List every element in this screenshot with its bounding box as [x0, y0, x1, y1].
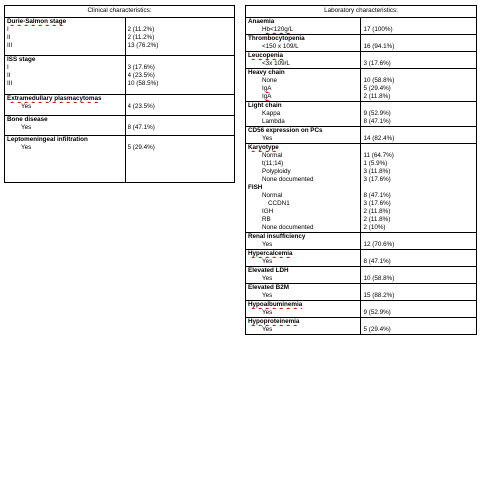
heavy-chain-value-2: 5 (29.4%) [363, 85, 391, 92]
heavy-chain-label-3: IgA [262, 93, 272, 100]
karyotype-value-3: 3 (11.8%) [363, 168, 391, 175]
cd56-value: 14 (82.4%) [363, 135, 395, 142]
hypoalbuminemia-title: Hypoalbuminemia [248, 301, 303, 308]
leptomeningeal-yes: Yes [21, 144, 32, 151]
anaemia-label: Hb<120g/L [262, 26, 293, 33]
cd56-title: CD56 expression on PCs [248, 127, 323, 134]
iss-stage-value-3: 10 (58.5%) [127, 80, 159, 87]
fish-label-1: Normal [262, 192, 283, 199]
ds-stage-label-3: III [7, 42, 13, 49]
iss-stage-title: ISS stage [7, 56, 36, 63]
iss-stage-row [5, 56, 235, 95]
fish-title: FISH [248, 184, 263, 191]
lab-header: Laboratory characteristics: [246, 6, 477, 18]
leptomeningeal-row [5, 136, 235, 183]
karyotype-value-1: 11 (64.7%) [363, 152, 394, 159]
hypoalbuminemia-value: 9 (52.9%) [363, 309, 391, 316]
clinical-characteristics-table [4, 5, 235, 183]
bone-disease-yes: Yes [21, 124, 32, 131]
light-chain-label-2: Lambda [262, 118, 285, 125]
thrombocytopenia-title: Thrombocytopenia [248, 35, 305, 42]
fish-value-2: 3 (17.6%) [363, 200, 391, 207]
ldh-yes: Yes [262, 275, 273, 282]
cd56-row [246, 127, 477, 144]
extramedullary-title: Extramedullary plasmacytomas [7, 95, 102, 102]
laboratory-characteristics-table [245, 5, 477, 335]
anaemia-value: 17 (100%) [363, 26, 393, 33]
leucopenia-row [246, 52, 477, 69]
heavy-chain-label-1: None [262, 77, 278, 84]
karyotype-label-2: t(11;14) [262, 160, 284, 167]
renal-title: Renal insufficiency [248, 233, 306, 240]
clinical-header-row [5, 6, 235, 18]
clinical-header: Clinical characteristics: [5, 6, 235, 18]
bone-disease-value: 8 (47.1%) [127, 124, 155, 131]
leucopenia-value: 3 (17.6%) [363, 60, 391, 67]
hypercalcemia-row [246, 250, 477, 267]
ldh-value: 10 (58.8%) [363, 275, 395, 282]
leucopenia-label: <3x 109/L [262, 60, 290, 67]
ds-stage-row [5, 18, 235, 56]
extramedullary-value: 4 (23.5%) [127, 103, 155, 110]
iss-stage-label-2: II [7, 72, 11, 79]
ds-stage-label-1: I [7, 26, 9, 33]
karyotype-title: Karyotype [248, 144, 279, 151]
thrombocytopenia-label: <150 x 109/L [262, 43, 299, 50]
heavy-chain-row [246, 69, 477, 102]
b2m-value: 15 (88.2%) [363, 292, 395, 299]
light-chain-title: Light chain [248, 102, 282, 109]
heavy-chain-title: Heavy chain [248, 69, 285, 76]
iss-stage-value-2: 4 (23.5%) [127, 72, 155, 79]
karyotype-value-4: 3 (17.6%) [363, 176, 391, 183]
extramedullary-yes: Yes [21, 103, 32, 110]
ds-stage-title: Durie-Salmon stage [7, 18, 67, 25]
light-chain-row [246, 102, 477, 127]
thrombocytopenia-row [246, 35, 477, 52]
ldh-title: Elevated LDH [248, 267, 289, 274]
ds-stage-value-2: 2 (11.2%) [127, 34, 155, 41]
karyotype-fish-row [246, 144, 477, 233]
renal-yes: Yes [262, 241, 273, 248]
extramedullary-row [5, 95, 235, 116]
fish-label-4: RB [262, 216, 271, 223]
light-chain-value-2: 8 (47.1%) [363, 118, 391, 125]
leptomeningeal-value: 5 (29.4%) [127, 144, 155, 151]
hypoproteinemia-value: 5 (29.4%) [363, 326, 391, 333]
fish-value-3: 2 (11.8%) [363, 208, 391, 215]
hypoproteinemia-yes: Yes [262, 326, 273, 333]
hypoalbuminemia-yes: Yes [262, 309, 273, 316]
anaemia-title: Anaemia [248, 18, 275, 25]
ds-stage-label-2: II [7, 34, 11, 41]
light-chain-value-1: 9 (52.9%) [363, 110, 391, 117]
leptomeningeal-title: Leptomeningeal infiltration [7, 136, 88, 143]
cd56-yes: Yes [262, 135, 273, 142]
bone-disease-row [5, 116, 235, 136]
ds-stage-value-1: 2 (11.2%) [127, 26, 155, 33]
heavy-chain-value-1: 10 (58.8%) [363, 77, 395, 84]
hypoproteinemia-row [246, 318, 477, 335]
renal-value: 12 (70.6%) [363, 241, 395, 248]
hypercalcemia-value: 8 (47.1%) [363, 258, 391, 265]
anaemia-row [246, 18, 477, 35]
fish-label-2: CCDN1 [268, 200, 290, 207]
hypoalbuminemia-row [246, 301, 477, 318]
karyotype-value-2: 1 (5.9%) [363, 160, 388, 167]
hypoproteinemia-title: Hypoproteinemia [248, 318, 300, 325]
karyotype-label-1: Normal [262, 152, 283, 159]
fish-value-1: 8 (47.1%) [363, 192, 391, 199]
bone-disease-title: Bone disease [7, 116, 48, 123]
leucopenia-title: Leucopenia [248, 52, 283, 59]
fish-label-3: IGH [262, 208, 274, 215]
renal-row [246, 233, 477, 250]
thrombocytopenia-value: 16 (94.1%) [363, 43, 395, 50]
iss-stage-value-1: 3 (17.6%) [127, 64, 155, 71]
b2m-row [246, 284, 477, 301]
ldh-row [246, 267, 477, 284]
fish-label-5: None documented [262, 224, 314, 231]
b2m-title: Elevated B2M [248, 284, 289, 291]
karyotype-label-4: None documented [262, 176, 314, 183]
hypercalcemia-yes: Yes [262, 258, 273, 265]
light-chain-label-1: Kappa [262, 110, 281, 117]
lab-header-row [246, 6, 477, 18]
ds-stage-value-3: 13 (76.2%) [127, 42, 159, 49]
heavy-chain-label-2: IgA [262, 85, 272, 92]
heavy-chain-value-3: 2 (11.8%) [363, 93, 391, 100]
hypercalcemia-title: Hypercalcemia [248, 250, 293, 257]
b2m-yes: Yes [262, 292, 273, 299]
fish-value-4: 2 (11.8%) [363, 216, 391, 223]
fish-value-5: 2 (10%) [363, 224, 386, 231]
iss-stage-label-1: I [7, 64, 9, 71]
iss-stage-label-3: III [7, 80, 13, 87]
karyotype-label-3: Polyploidy [262, 168, 291, 175]
